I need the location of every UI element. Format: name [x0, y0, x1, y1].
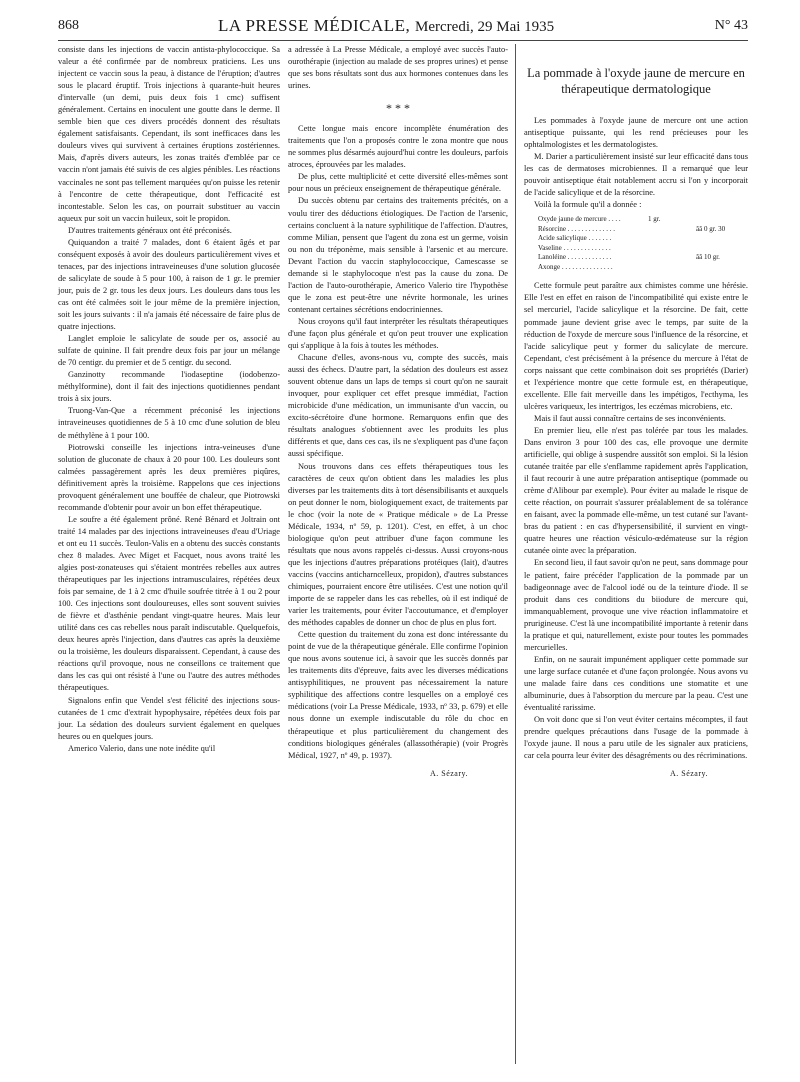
ingredient: Acide salicylique . . . . . . .	[538, 234, 612, 243]
ingredient: Axonge . . . . . . . . . . . . . . .	[538, 262, 613, 271]
group-amount	[688, 215, 696, 225]
quantity	[648, 234, 688, 244]
paragraph: Americo Valerio, dans une note inédite qu'il	[68, 743, 216, 753]
paragraph: Langlet emploie le salicylate de soude per os, associé au sulfate de quinine. Il fait prendre deux fois par jour un mélange de 70 centigr. du premier et de 5 centigr. du second.	[58, 334, 280, 368]
formula-row	[538, 263, 748, 273]
paragraph: Enfin, on ne saurait impunément appliquer cette pommade sur une large surface cutanée et d'une façon prolongée. Nous avons vu une malade faire dans ces conditions une stomatite et une albuminurie, dues à l'absorption du mercure par la peau. C'est une éventualité rarissime.	[524, 654, 748, 713]
formula-table	[538, 215, 748, 272]
journal-title	[218, 16, 554, 36]
column-separator	[515, 44, 516, 1064]
paragraph: En second lieu, il faut savoir qu'on ne peut, sans dommage pour le patient, faire précéder l'application de la pommade par un badigeonnage avec de l'alcool iodé ou de la teinture d'iode. Il se produit dans ces conditions du biiodure de mercure qui, immanquablement, provoque une vive réaction inflammatoire et prurigineuse. C'est là une incompatibilité importante à retenir dans la pratique et qui, naturellement, existe pour toutes les pommades mercurielles.	[524, 558, 748, 652]
paragraph: Cette longue mais encore incomplète énumération des traitements que l'on a proposés contre le zona montre que nous ne sommes plus désarmés aujourd'hui contre les douleurs, parfois atroces, éprouvées par les malades.	[288, 124, 508, 170]
ingredient: Résorcine . . . . . . . . . . . . . .	[538, 224, 615, 233]
quantity	[648, 244, 688, 254]
formula-row	[538, 215, 748, 225]
formula-row	[538, 244, 748, 254]
journal-name: LA PRESSE MÉDICALE,	[218, 16, 411, 35]
group-amount	[688, 244, 696, 254]
section-stars: * * *	[386, 101, 410, 116]
paragraph: Nous trouvons dans ces effets thérapeutiques tous les caractères de ceux qu'on obtient dans les maladies les plus diverses par les traitements dits à tort désensibilisants et auxquels on peut donner le nom, biologiquement exact, de traitements par le choc (voir la note de « Pratique médicale » de La Presse Médicale, 1934, nº 59, p. 1201). C'est, en effet, à un choc biologique qu'on peut attribuer d'une façon commune les résultats que nous avons rappelés ci-dessus. Aussi croyons-nous que les injections d'autres préparations protéiques (lait), d'autres vaccins (vaccins anticharncelleux, propidon), d'autres substances chimiques, pourraient encore être utilisées. C'est une notion qu'il importe de se rappeler dans les cas rebelles, où il est indiqué de varier les traitements, pour éviter l'accoutumance, et d'employer des méthodes capables de donner un choc de plus en plus fort.	[288, 461, 508, 628]
paragraph: Quiquandon a traité 7 malades, dont 6 étaient âgés et par conséquent exposés à avoir des douleurs particulièrement vives et tenaces, par des injections intraveineuses d'une solution glucosée de salicylate de soude à 5 pour 100, à raison de 1 gr. le premier jour, puis de 2 gr. tous les deux jours. Les douleurs dans tous les cas ont été calmées soit le jour même de la première injection, soit les jours suivants : il n'a jamais été nécessaire de faire plus de quatre injections.	[58, 237, 280, 332]
formula-row	[538, 234, 748, 244]
paragraph: Signalons enfin que Vendel s'est félicité des injections sous-cutanées de 1 cmc d'extrait hypophysaire, répétées deux fois par jour. La sédation des douleurs survient également en quelques heures ou en quelques jours.	[58, 695, 280, 741]
paragraph: a adressée à La Presse Médicale, a employé avec succès l'auto-ourothérapie (injection au malade de ses propres urines) et pense que ses bons résultats sont dus aux hormones contenues dans les urines.	[288, 45, 508, 91]
article-title: La pommade à l'oxyde jaune de mercure en thérapeutique dermatologique	[527, 66, 745, 96]
quantity	[648, 225, 688, 235]
quantity	[648, 253, 688, 263]
page-number: 868	[58, 18, 79, 33]
paragraph: Cette question du traitement du zona est donc intéressante du point de vue de la thérapeutique générale. Elle confirme l'opinion que nous avons soutenue ici, à savoir que les succès donnés par les traitements dits d'épreuve, faits avec les diverses médications antisyphilitiques, ne prouvent pas nécessairement la nature syphilitique des affections contre lesquelles on a employé ces médications (voir La Presse Médicale, 1933, nº 33, p. 679) et elle nous donne un exemple indiscutable du rôle du choc en thérapeutique et plus particulièrement du changement des conditions biologiques générales (allassothérapie) (voir Progrès Médical, 1927, nº 49, p. 1937).	[288, 630, 508, 760]
author-signature: A. Sézary.	[429, 768, 468, 778]
column-middle	[288, 44, 508, 780]
group-amount	[688, 234, 696, 244]
author-signature: A. Sézary.	[669, 769, 708, 779]
paragraph: Piotrowski conseille les injections intra-veineuses d'une solution de gluconate de chaux à 20 pour 100. Les douleurs sont calmées passagèrement après les deux premières piqûres, définitivement après la troisième. Rappelons que ces injections provoquent généralement une bouffée de chaleur, que Piotrowski recommande d'obtenir pour avoir un bon effet thérapeutique.	[58, 442, 280, 512]
paragraph: Cette formule peut paraître aux chimistes comme une hérésie. Elle l'est en effet en raison de l'incompatibilité qui existe entre le sel mercuriel, l'acide salicylique et la résorcine. De fait, cette pommade jaune devient grise avec le temps, par suite de la réduction de l'oxyde de mercure sous l'influence de la résorcine, et l'acide salicylique peut y former du salicylate de mercure. Cependant, c'est précisément à la présence du mercure à l'état de corps naissant que cette combinaison doit ses propriétés (Darier) et l'expérience montre que cette formule est, en thérapeutique, excellente. Elle fait merveille dans les impétigos, l'ecthyma, les ulcères variqueux, les intertrigos, les eczémas microbiens, etc.	[524, 281, 748, 411]
group-amount	[688, 263, 696, 273]
quantity: 1 gr.	[648, 215, 661, 224]
group-amount: ââ 10 gr.	[696, 253, 720, 262]
paragraph: Nous croyons qu'il faut interpréter les résultats thérapeutiques d'une façon plus générale et qu'on peut trouver une explication qui s'applique à la fois à toutes les méthodes.	[288, 316, 508, 351]
paragraph: Le soufre a été également prôné. René Bénard et Joltrain ont traité 14 malades par des injections intraveineuses d'eau d'Uriage et ont eu 11 succès. Teulon-Valis en a obtenu des succès constants chez 8 malades. Avec Miget et Facquet, nous avons traité les algies post-zonateuses qui s'étaient montrées rebelles aux autres thérapeutiques par les injections intramusculaires, répétées deux fois par semaine, de 1 à 2 cmc d'huile soufrée titrée à 1 ou 2 pour 100. Ces injections sont douloureuses, elles sont souvent suivies de fièvre et d'asthénie pendant vingt-quatre heures. Mais leur utilité dans ces cas rebelles nous paraît indiscutable. Quelquefois, deux heures après l'injection, dans d'autres cas après la deuxième ou la troisième, les douleurs disparaissent. Cependant, à cause des réactions qu'il provoque, nous ne conseillons ce traitement que dans les cas qui ont résisté à l'une ou l'autre des autres méthodes thérapeutiques.	[58, 514, 280, 693]
group-amount: ââ 0 gr. 30	[696, 224, 726, 233]
paragraph: Mais il faut aussi connaître certains de ses inconvénients.	[534, 413, 726, 423]
header-rule	[58, 40, 748, 41]
column-left	[58, 44, 280, 755]
formula-row	[538, 225, 748, 235]
issue-date: Mercredi, 29 Mai 1935	[415, 19, 555, 35]
column-right	[524, 44, 748, 780]
paragraph: consiste dans les injections de vaccin antista-phylococcique. Sa valeur a été confirmée par de nombreux praticiens. Les uns injectent ce vaccin sous la peau, à distance de l'éruption; d'autres sous le placard éruptif. Trois injections à quarante-huit heures d'intervalle (un demi, puis deux fois 1 cmc) suffisent généralement. Certains en inoculent une goutte dans le derme. Il semble bien que ces divers procédés donnent des résultats également satisfaisants. Cependant, ils sont inefficaces dans les douleurs vives qui survivent à certaines éruptions zostériennes. Mais, d'après divers auteurs, les zonas traités d'emblée par ce vaccin n'ont jamais été suivis de ces algies pénibles. Les réactions vaccinales ne sont pas tellement marquées qu'on puisse les retenir à l'encontre de cette thérapeutique, dont l'efficacité est incontestable. Selon les cas, on pourrait substituer au vaccin aqueux pur soit un vaccin huileux, soit le propidon.	[58, 45, 280, 223]
paragraph: Du succès obtenu par certains des traitements précités, on a voulu tirer des déductions étiologiques. De l'action de l'arsenic, certains concluent à la nature syphilitique de l'affection. D'autres, comme Milian, pensent que l'agent du zona est un germe, voisin ou non du tréponème, mais sensible à l'arsenic et au mercure. Devant l'action du vaccin staphylococcique, Camescasse se demande si le staphylocoque n'est pas la cause du zona. De l'action de l'auto-ourothérapie, Americo Valerio tire l'hypothèse que le zona est peut-être une névrite hormonale, les urines contenant certaines sécrétions endocriniennes.	[288, 196, 508, 314]
page-header	[58, 16, 748, 38]
paragraph: Les pommades à l'oxyde jaune de mercure ont une action antiseptique puissante, qui les rend précieuses pour les ophtalmologistes et les dermatologistes.	[524, 116, 748, 150]
paragraph: Ganzinotty recommande l'iodaseptine (iodobenzo-méthylformine), dont il fait des injections quotidiennes pendant trois à six jours.	[58, 370, 280, 404]
ingredient: Lanoléine . . . . . . . . . . . . .	[538, 253, 612, 262]
paragraph: D'autres traitements généraux ont été préconisés.	[68, 225, 232, 235]
paragraph: On voit donc que si l'on veut éviter certains mécomptes, il faut prendre quelques précautions dans l'usage de la pommade à l'oxyde jaune. Il nous a paru utile de les signaler aux praticiens, car cela pourra leur éviter des désagréments ou des récriminations.	[524, 715, 748, 761]
formula-row	[538, 253, 748, 263]
ingredient: Oxyde jaune de mercure . . . .	[538, 215, 621, 224]
paragraph: Voilà la formule qu'il a donnée :	[534, 200, 642, 210]
paragraph: M. Darier a particulièrement insisté sur leur efficacité dans tous les cas de dermatoses microbiennes. Il a remarqué que leur pouvoir antiseptique était notablement accru si l'on y incorporait de l'acide salicylique et de la résorcine.	[524, 152, 748, 198]
paragraph: En premier lieu, elle n'est pas tolérée par tous les malades. Dans environ 3 pour 100 des cas, elle provoque une dermite artificielle, qui oblige à suspendre aussitôt son emploi. Si la lésion cutanée traitée par elle s'enflamme rapidement après l'application, il faut recourir à une autre préparation antiseptique (pommade ou crème d'Alibour par exemple). Pour éviter au malade le risque de cette réaction, on pourrait s'assurer préalablement de sa tolérance en faisant, avec la pommade elle-même, un test cutané sur l'avant-bras du patient : en cas d'hypersensibilité, il survient en vingt-quatre heures une réaction vésiculo-œdémateuse sur la région cutanée ointe avec la préparation.	[524, 425, 748, 556]
paragraph: De plus, cette multiplicité et cette diversité elles-mêmes sont pour nous un précieux enseignement de thérapeutique générale.	[288, 172, 508, 194]
paragraph: Truong-Van-Que a récemment préconisé les injections intraveineuses quotidiennes de 5 à 10 cmc d'une solution de bleu de méthylène à 1 pour 100.	[58, 406, 280, 440]
paragraph: Chacune d'elles, avons-nous vu, compte des succès, mais aussi des échecs. D'autre part, la sédation des douleurs est assez souvent obtenue dans un laps de temps si court qu'on ne saurait invoquer, pour expliquer cet effet presque immédiat, l'action microbicide d'une médication, un immunisante d'un vaccin, ou excito-sécrétoire d'une hormone. Remarquons enfin que des résultats analogues s'obtiennent avec les produits les plus différents et que, dans ces cas, ils ne s'expliquent pas d'une façon aussi spécifique.	[288, 353, 508, 459]
ingredient: Vaseline . . . . . . . . . . . . . .	[538, 243, 611, 252]
issue-number: N° 43	[714, 18, 748, 33]
quantity	[648, 263, 688, 273]
